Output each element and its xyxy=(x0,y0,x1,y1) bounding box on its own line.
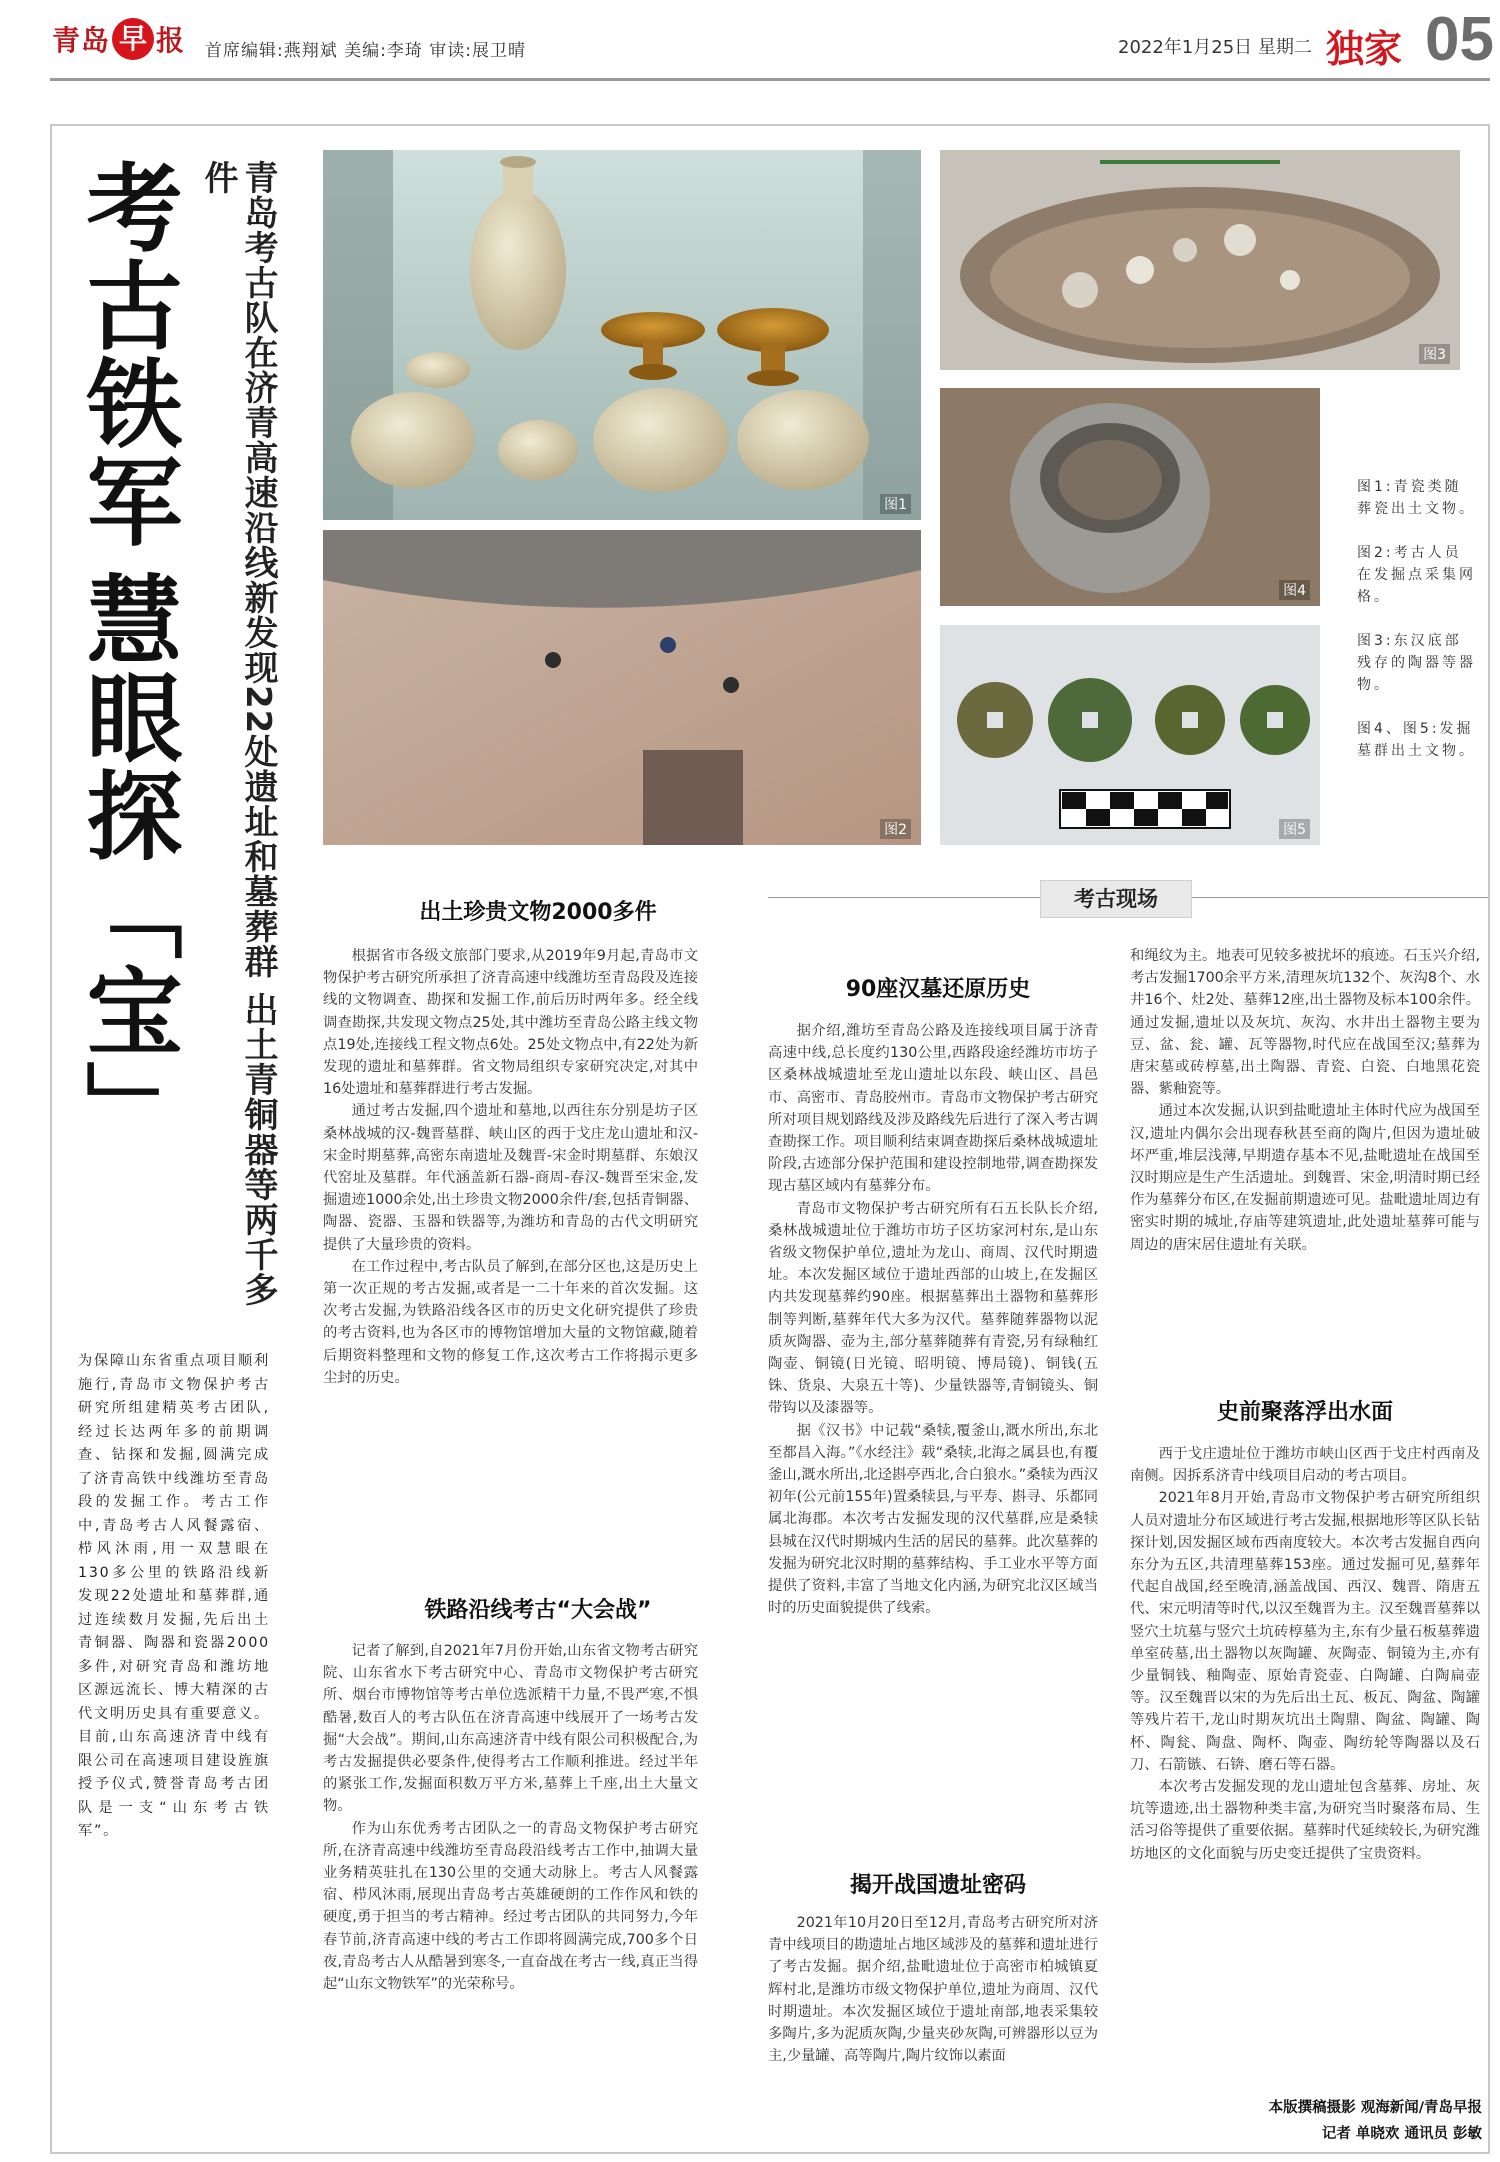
col2-paragraph: 青岛市文物保护考古研究所有石五长队长介绍,桑林战城遗址位于潍坊市坊子区坊家河村东,是山东省级文物保护单位,遗址为龙山、商周、汉代时期遗址。本次发掘区域位于遗址西部的山坡上,在发掘区内共发现墓葬约90座。根据墓葬出土器物和墓葬形制等判断,墓葬年代大多为汉代。墓葬随葬器物以泥质灰陶器、壶为主,部分墓葬随葬有青瓷,另有绿釉红陶壶、铜镜(日光镜、昭明镜、博局镜)、铜钱(五铢、货泉、大泉五十等)、少量铁器等,青铜镜头、铜带钩以及漆器等。 xyxy=(768,1200,1098,1417)
col1b-paragraph: 作为山东优秀考古团队之一的青岛文物保护考古研究所,在济青高速中线潍坊至青岛段沿线考古工作中,抽调大量业务精英驻扎在130公里的交通大动脉上。考古人风餐露宿、栉风沐雨,展现出青岛考古英雄硬朗的工作作风和铁的硬度,勇于担当的考古精神。经过考古团队的共同努力,今年春节前,济青高速中线的考古工作即将圆满完成,700多个日夜,青岛考古人从酷暑到寒冬,一直奋战在考古一线,真正当得起“山东文物铁军”的光荣称号。 xyxy=(323,1820,698,1993)
pit-image xyxy=(940,150,1460,370)
photo-4-label: 图4 xyxy=(1279,580,1310,600)
photo-2-label: 图2 xyxy=(880,819,911,839)
col3-paragraph: 通过本次发掘,认识到盐毗遗址主体时代应为战国至汉,遗址内偶尔会出现春秋甚至商的陶片,但因为遗址破坏严重,堆层浅薄,早期遗存基本不见,盐毗遗址在战国至汉时期应是生产生活遗址。到魏晋、宋金,明清时期已经作为墓葬分布区,在发掘前期遗迹可见。盐毗遗址周边有密实时期的城址,存庙等建筑遗址,此处遗址墓葬可能与周边的唐宋居住遗址有关联。 xyxy=(1130,1103,1480,1253)
caption-1: 图1:青瓷类随葬瓷出土文物。 xyxy=(1357,479,1476,517)
pottery-image xyxy=(323,150,921,520)
col1-paragraph: 根据省市各级文旅部门要求,从2019年9月起,青岛市文物保护考古研究所承担了济青高速中线潍坊至青岛段及连接线的文物调查、勘探和发掘工作,前后历时两年多。经全线调查勘探,共发现文物点25处,其中潍坊至青岛公路主线文物点19处,连接线工程文物点6处。25处文物点中,有22处为新发现的遗址和墓葬群。省文物局组织专家研究决定,对其中16处遗址和墓葬群进行考古发掘。 xyxy=(323,948,698,1098)
col1-heading: 出土珍贵文物2000多件 xyxy=(419,900,657,925)
photo-captions xyxy=(1357,476,1477,784)
col2b-heading: 揭开战国遗址密码 xyxy=(849,1873,1026,1898)
photo-coins xyxy=(940,625,1320,845)
col3-heading: 史前聚落浮出水面 xyxy=(1216,1400,1393,1425)
logo-text-prefix: 青岛 xyxy=(52,24,111,57)
col3-body xyxy=(1130,1443,1480,1865)
col2-body xyxy=(768,1020,1098,1619)
col2-heading: 90座汉墓还原历史 xyxy=(845,977,1031,1002)
jar-image xyxy=(940,388,1320,606)
col3-paragraph: 和绳纹为主。地表可见较多被扰坏的痕迹。石玉兴介绍,考古发掘1700余平方米,清理灰坑132个、灰沟8个、水井16个、灶2处、墓葬12座,出土器物及标本100余件。通过发掘,遗址以及灰坑、灰沟、水井出土器物主要为豆、盆、瓮、罐、瓦等器物,时代应在战国至汉;墓葬为唐宋墓或砖椁墓,出土陶器、青瓷、白瓷、白地黑花瓷器、紫釉瓷等。 xyxy=(1130,948,1480,1098)
col1-paragraph: 通过考古发掘,四个遗址和墓地,以西往东分别是坊子区桑林战城的汉-魏晋墓群、峡山区的西于戈庄龙山遗址和汉-宋金时期墓葬,高密东南遗址及魏晋-宋金时期墓群、东娘汉代窑址及墓群。年代涵盖新石器-商周-春汉-魏晋至宋金,发掘遗迹1000余处,出土珍贵文物2000余件/套,包括青铜器、陶器、瓷器、玉器和铁器等,为潍坊和青岛的古代文明研究提供了大量珍贵的资料。 xyxy=(323,1103,698,1253)
col1-body xyxy=(323,945,698,1389)
col3-paragraph: 西于戈庄遗址位于潍坊市峡山区西于戈庄村西南及南侧。因拆系济青中线项目启动的考古项目。 xyxy=(1130,1446,1480,1485)
col1b-paragraph: 记者了解到,自2021年7月份开始,山东省文物考古研究院、山东省水下考古研究中心、青岛市文物保护考古研究所、烟台市博物馆等考古单位选派精干力量,不畏严寒,不惧酷暑,数百人的考古队伍在济青高速中线展开了一场考古发掘“大会战”。期间,山东高速济青中线有限公司积极配合,为考古发掘提供必要条件,使得考古工作顺利推进。经过半年的紧张工作,发掘面积数万平方米,墓葬上千座,出土大量文物。 xyxy=(323,1643,698,1815)
col2-paragraph: 据《汉书》中记载“桑犊,覆釜山,溉水所出,东北至都昌入海。”《水经注》载“桑犊,北海之属县也,有覆釜山,溉水所出,北迳斟亭西北,合白狼水。”桑犊为西汉初年(公元前155年)置桑犊县,与平寿、斟寻、乐都同属北海郡。本次考古发掘发现的汉代墓群,应是桑犊县城在汉代时期城内生活的居民的墓葬。此次墓葬的发掘为研究北汉时期的墓葬结构、手工业水平等方面提供了资料,丰富了当地文化内涵,为研究北汉区域当时的历史面貌提供了线索。 xyxy=(768,1422,1098,1617)
col3-paragraph: 2021年8月开始,青岛市文物保护考古研究所组织人员对遗址分布区域进行考古发掘,根据地形等区队长钻探计划,因发掘区域布西南度较大。本次考古发掘自西向东分为五区,共清理墓葬153座。通过发掘可见,墓葬年代起自战国,经至晚清,涵盖战国、西汉、魏晋、隋唐五代、宋元明清等时代,以汉至魏晋为主。汉至魏晋墓葬以竖穴土坑墓与竖穴土坑砖椁墓为主,东有少量石板墓葬遗单室砖墓,出土器物以灰陶罐、灰陶壶、铜镜为主,亦有少量铜钱、釉陶壶、原始青瓷壶、白陶罐、白陶扁壶等。汉至魏晋以宋的为先后出土瓦、板瓦、陶盆、陶罐等残片若干,龙山时期灰坑出土陶鼎、陶盆、陶罐、陶杯、陶瓮、陶盘、陶杯、陶壶、陶纺轮等陶器以及石刀、石箭镞、石锛、磨石等石器。 xyxy=(1130,1490,1480,1773)
col2-paragraph: 据介绍,潍坊至青岛公路及连接线项目属于济青高速中线,总长度约130公里,西路段途经潍坊市坊子区桑林战城遗址至龙山遗址以东段、峡山区、昌邑市、高密市、青岛胶州市。青岛市文物保护考古研究所对项目规划路线及涉及路线先后进行了深入考古调查勘探工作。项目顺利结束调查勘探后桑林战城遗址阶段,古迹部分保护范围和建设控制地带,调查勘探发现古墓区域内有墓葬分布。 xyxy=(768,1023,1098,1195)
col3-body-cont xyxy=(1130,945,1480,1256)
newspaper-logo xyxy=(52,16,185,62)
photo-3-label: 图3 xyxy=(1419,344,1450,364)
col1b-body xyxy=(323,1640,698,1995)
col2b-body xyxy=(768,1912,1098,2067)
photo-jar xyxy=(940,388,1320,606)
issue-date: 2022年1月25日 星期二 xyxy=(1118,37,1312,58)
editors-line: 首席编辑:燕翔斌 美编:李琦 审读:展卫晴 xyxy=(205,41,526,61)
coins-image xyxy=(940,625,1320,845)
page-number: 05 xyxy=(1425,5,1494,74)
section-exclusive: 独家 xyxy=(1326,27,1403,71)
col2b-paragraph: 2021年10月20日至12月,青岛考古研究所对济青中线项目的勘遗址占地区域涉及的墓葬和遗址进行了考古发掘。据介绍,盐毗遗址位于高密市柏城镇夏辉村北,是潍坊市级文物保护单位,遗址为商周、汉代时期遗址。本次发掘区域位于遗址南部,地表采集较多陶片,多为泥质灰陶,少量夹砂灰陶,可辨器形以豆为主,少量罐、高等陶片,陶片纹饰以素面 xyxy=(768,1915,1098,2065)
main-headline-2: 慧眼探「宝」 xyxy=(71,570,184,1158)
masthead-rule xyxy=(50,78,1490,81)
main-headline-1: 考古铁军 xyxy=(71,158,184,550)
col1-paragraph: 在工作过程中,考古队员了解到,在部分区也,这是历史上第一次正规的考古发掘,或者是一二十年来的首次发掘。这次考古发掘,为铁路沿线各区市的历史文化研究提供了珍贵的考古资料,也为各区市的博物馆增加大量的文物馆藏,随着后期资料整理和文物的修复工作,这次考古工作将揭示更多尘封的历史。 xyxy=(323,1258,698,1386)
photo-1-label: 图1 xyxy=(880,494,911,514)
caption-4: 图4、图5:发掘墓群出土文物。 xyxy=(1357,721,1476,759)
lead-paragraph: 为保障山东省重点项目顺利施行,青岛市文物保护考古研究所组建精英考古团队,经过长达两年多的前期调查、钻探和发掘,圆满完成了济青高铁中线潍坊至青岛段的发掘工作。考古工作中,青岛考古人风餐露宿、栉风沐雨,用一双慧眼在130多公里的铁路沿线新发现22处遗址和墓葬群,通过连续数月发掘,先后出土青铜器、陶器和瓷器2000多件,对研究青岛和潍坊地区源远流长、博大精深的古代文明历史具有重要意义。目前,山东高速济青中线有限公司在高速项目建设旌旗授予仪式,赞誉青岛考古团队是一支“山东考古铁军”。 xyxy=(78,1353,270,1839)
excavation-image xyxy=(323,530,921,845)
col1b-heading: 铁路沿线考古“大会战” xyxy=(424,1598,652,1623)
caption-3: 图3:东汉底部残存的陶器等器物。 xyxy=(1357,633,1476,693)
sub-headline: 青岛考古队在济青高速沿线新发现22处遗址和墓葬群 出土青铜器等两千多件 xyxy=(198,160,278,1308)
photo-5-label: 图5 xyxy=(1279,819,1310,839)
byline xyxy=(1110,2095,1482,2147)
photo-1-pottery xyxy=(323,150,921,520)
col3-paragraph: 本次考古发掘发现的龙山遗址包含墓葬、房址、灰坑等遗迹,出土器物种类丰富,为研究当时聚落布局、生活习俗等提供了重要依据。墓葬时代延续较长,为研究潍坊地区的文化面貌与历史变迁提供了宝贵资料。 xyxy=(1130,1779,1480,1862)
byline-line-2: 记者 单晓欢 通讯员 彭敏 xyxy=(1321,2126,1482,2142)
logo-circle: 早 xyxy=(112,18,154,60)
section-tag: 考古现场 xyxy=(1040,880,1192,918)
byline-line-1: 本版撰稿摄影 观海新闻/青岛早报 xyxy=(1268,2100,1482,2116)
photo-2-excavation xyxy=(323,530,921,845)
logo-text-suffix: 报 xyxy=(156,24,186,57)
caption-2: 图2:考古人员在发掘点采集网格。 xyxy=(1357,545,1476,605)
photo-pit-overview xyxy=(940,150,1460,370)
